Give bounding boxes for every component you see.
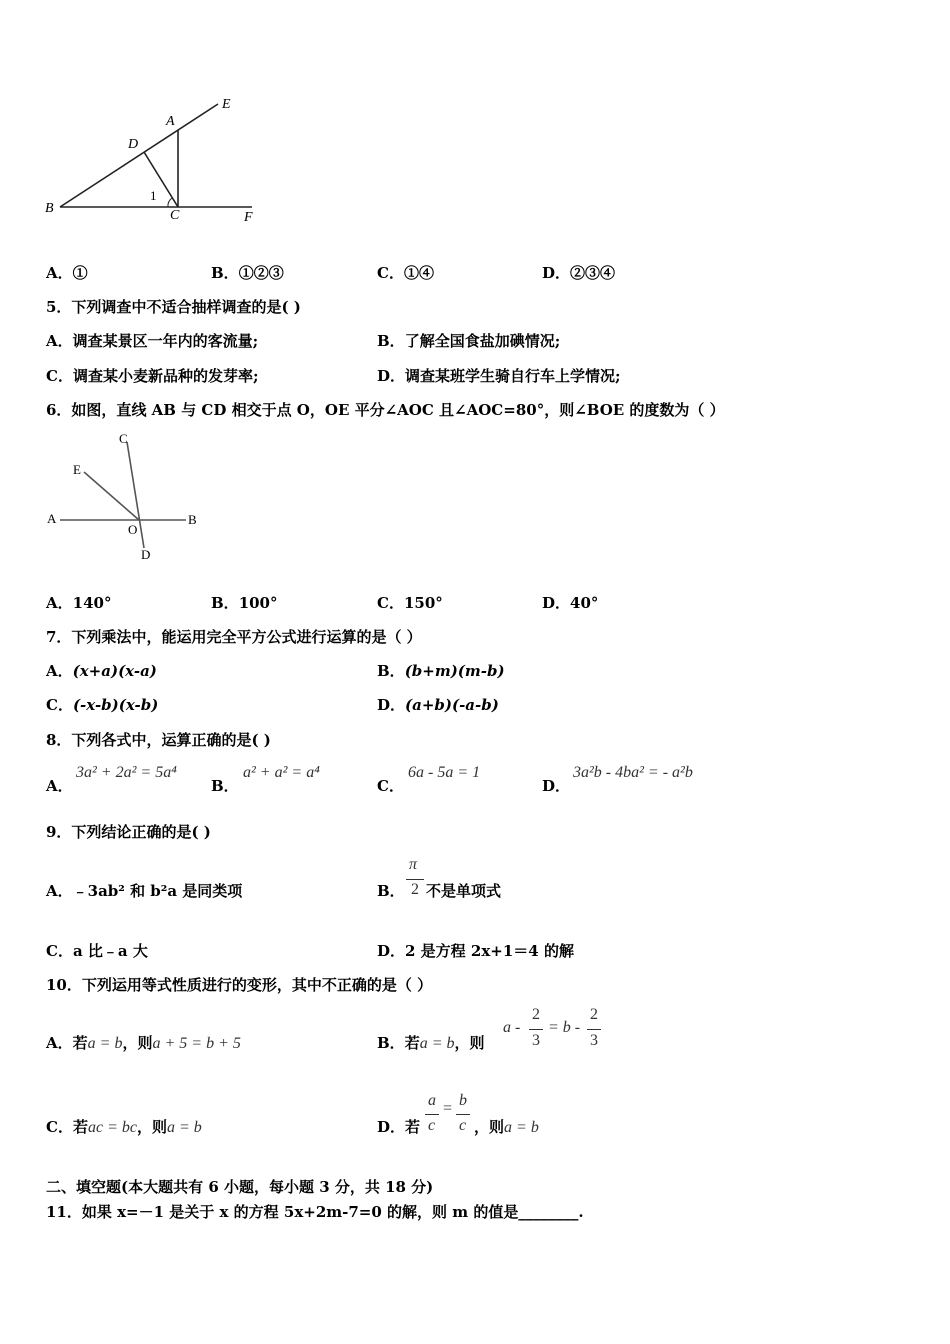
q8-option-c-expression[interactable]: 6a - 5a = 1	[408, 764, 481, 781]
option-text: 150°	[403, 594, 443, 612]
q10-stem: 10．下列运用等式性质进行的变形，其中不正确的是（ ）	[46, 976, 433, 994]
section-heading: 二、填空题(本大题共有 6 小题，每小题 3 分，共 18 分)	[46, 1178, 434, 1196]
option-letter: B．	[377, 332, 405, 350]
q7-option-a[interactable]	[46, 660, 157, 681]
option-letter: D．	[377, 367, 406, 385]
option-text: 调查某班学生骑自行车上学情况;	[405, 367, 621, 385]
q5-option-a[interactable]	[46, 330, 258, 351]
label-f: F	[244, 210, 253, 225]
option-expression: (x+a)(x-a)	[72, 662, 157, 680]
option-text: 若	[72, 1034, 88, 1052]
two-thirds-fraction	[529, 1006, 543, 1054]
label-angle-1: 1	[150, 188, 157, 203]
line-be	[60, 104, 218, 207]
q8-stem: 8．下列各式中，运算正确的是( )	[46, 731, 271, 749]
fraction-numerator: 2	[590, 1006, 598, 1023]
q4-option-a[interactable]	[46, 262, 88, 283]
label-b: B	[188, 512, 197, 527]
q6-option-d[interactable]	[542, 592, 598, 613]
option-text: 2 是方程 2x+1＝4 的解	[405, 942, 574, 960]
q7-option-c[interactable]	[46, 694, 158, 715]
two-thirds-fraction	[587, 1006, 601, 1054]
option-letter: A．	[46, 1034, 73, 1052]
option-letter: A．	[46, 332, 73, 350]
label-d: D	[128, 137, 139, 152]
q11-stem: 11．如果 x=－1 是关于 x 的方程 5x+2m-7=0 的解，则 m 的值是________.	[46, 1203, 584, 1221]
option-letter: B．	[211, 594, 239, 612]
option-letter: C．	[46, 696, 73, 714]
label-b: B	[45, 201, 54, 216]
q5-option-d[interactable]	[377, 365, 621, 386]
q8-option-b-expression[interactable]: a² + a² = a⁴	[243, 764, 320, 781]
q9-option-b-letter: B．	[377, 882, 405, 900]
option-condition: ac = bc	[87, 1119, 137, 1136]
q5-option-b[interactable]	[377, 330, 560, 351]
q6-option-b[interactable]	[211, 592, 278, 613]
b-over-c-fraction	[456, 1092, 470, 1140]
q8-option-a-letter: A．	[46, 777, 73, 795]
fraction-numerator: b	[459, 1092, 467, 1109]
option-letter: C．	[46, 942, 73, 960]
q7-option-d[interactable]	[377, 694, 499, 715]
q9-option-a[interactable]	[46, 880, 242, 901]
q4-option-d[interactable]	[542, 262, 615, 283]
q7-option-b[interactable]	[377, 660, 505, 681]
label-a: A	[166, 114, 175, 129]
fraction-numerator: a	[428, 1092, 436, 1109]
q10-option-b[interactable]	[377, 1032, 485, 1053]
q4-option-b[interactable]	[211, 262, 284, 283]
label-o: O	[128, 522, 138, 537]
label-c: C	[170, 208, 180, 223]
option-text: 若	[404, 1034, 420, 1052]
q8-option-d-expression[interactable]: 3a²b - 4ba² = - a²b	[573, 764, 693, 781]
fraction-numerator: 2	[532, 1006, 540, 1023]
q10-option-a[interactable]	[46, 1032, 241, 1053]
fraction-denominator: c	[428, 1117, 436, 1134]
option-letter: C．	[377, 264, 404, 282]
fraction-bar	[587, 1029, 601, 1030]
option-condition: a = b	[87, 1035, 123, 1052]
option-text: a 比﹣a 大	[72, 942, 148, 960]
fraction-bar	[456, 1114, 470, 1115]
q9-option-b-text: 不是单项式	[426, 882, 502, 900]
option-text: ，则	[474, 1118, 505, 1136]
q9-stem: 9．下列结论正确的是( )	[46, 823, 211, 841]
option-expression: (a+b)(-a-b)	[405, 696, 499, 714]
option-text: ﹣3ab² 和 b²a 是同类项	[72, 882, 243, 900]
option-text: 了解全国食盐加碘情况;	[404, 332, 561, 350]
equals-sign: =	[443, 1100, 453, 1117]
angle-1-arc	[168, 198, 172, 207]
option-letter: D．	[377, 942, 406, 960]
q6-stem: 6．如图，直线 AB 与 CD 相交于点 O，OE 平分∠AOC 且∠AOC=80°，则∠BOE 的度数为（ ）	[46, 401, 725, 419]
q10-b-left-term: a -	[503, 1019, 521, 1036]
option-letter: C．	[377, 594, 404, 612]
pi-over-2-fraction[interactable]	[406, 856, 424, 902]
option-letter: D．	[542, 264, 571, 282]
option-condition: a = b	[419, 1035, 455, 1052]
label-c: C	[119, 431, 128, 446]
q8-option-d-letter: D．	[542, 777, 571, 795]
option-result: a = b	[504, 1119, 539, 1136]
fraction-denominator: 3	[532, 1032, 540, 1049]
q9-option-c[interactable]	[46, 940, 148, 961]
option-result: a + 5 = b + 5	[152, 1035, 241, 1052]
option-result: a = b	[166, 1119, 202, 1136]
q6-intersecting-lines-figure	[40, 428, 215, 568]
option-text: 若	[72, 1118, 88, 1136]
option-letter: A．	[46, 594, 73, 612]
option-text: 若	[405, 1118, 421, 1136]
q9-option-d[interactable]	[377, 940, 574, 961]
q8-option-b-letter: B．	[211, 777, 239, 795]
fraction-denominator: 3	[590, 1032, 598, 1049]
option-letter: D．	[542, 594, 571, 612]
q8-option-c-letter: C．	[377, 777, 404, 795]
q10-option-c[interactable]	[46, 1116, 202, 1137]
option-text: ①②③	[238, 264, 284, 282]
q6-option-a[interactable]	[46, 592, 111, 613]
option-text: 40°	[570, 594, 599, 612]
option-letter: A．	[46, 882, 73, 900]
fraction-bar	[425, 1114, 439, 1115]
option-letter: C．	[46, 367, 73, 385]
line-oe	[84, 472, 139, 520]
option-text: 140°	[72, 594, 112, 612]
option-letter: D．	[377, 696, 406, 714]
option-text: ，则	[136, 1118, 167, 1136]
option-expression: (b+m)(m-b)	[404, 662, 505, 680]
option-letter: A．	[46, 264, 73, 282]
q6-option-c[interactable]	[377, 592, 443, 613]
option-text: ①	[72, 264, 88, 282]
option-letter: D．	[377, 1118, 406, 1136]
label-a: A	[47, 511, 57, 526]
fraction-bar	[406, 879, 424, 880]
option-text: 100°	[238, 594, 278, 612]
option-text: 调查某景区一年内的客流量;	[72, 332, 259, 350]
option-letter: B．	[211, 264, 239, 282]
label-e: E	[73, 462, 81, 477]
fraction-denominator: 2	[411, 881, 419, 898]
option-text: ②③④	[570, 264, 616, 282]
a-over-c-fraction	[425, 1092, 439, 1140]
fraction-numerator: π	[409, 856, 418, 873]
option-text: ，则	[122, 1034, 153, 1052]
label-d: D	[141, 547, 151, 562]
q7-stem: 7．下列乘法中，能运用完全平方公式进行运算的是（ ）	[46, 628, 422, 646]
q8-option-a-expression[interactable]: 3a² + 2a² = 5a⁴	[76, 764, 177, 781]
q4-option-c[interactable]	[377, 262, 434, 283]
option-text: ，则	[454, 1034, 485, 1052]
fraction-denominator: c	[459, 1117, 467, 1134]
q4-geometry-figure	[40, 95, 270, 225]
q5-option-c[interactable]	[46, 365, 259, 386]
option-expression: (-x-b)(x-b)	[72, 696, 159, 714]
option-text: 调查某小麦新品种的发芽率;	[72, 367, 259, 385]
option-letter: C．	[46, 1118, 73, 1136]
q10-option-d-prefix[interactable]	[377, 1116, 420, 1137]
option-letter: B．	[377, 662, 405, 680]
q5-stem: 5．下列调查中不适合抽样调查的是( )	[46, 298, 301, 316]
label-e: E	[222, 97, 231, 112]
option-text: ①④	[403, 264, 434, 282]
fraction-bar	[529, 1029, 543, 1030]
option-letter: A．	[46, 662, 73, 680]
q10-option-d-suffix	[474, 1116, 539, 1137]
option-letter: B．	[377, 1034, 405, 1052]
q10-b-right-term: = b -	[548, 1019, 581, 1036]
